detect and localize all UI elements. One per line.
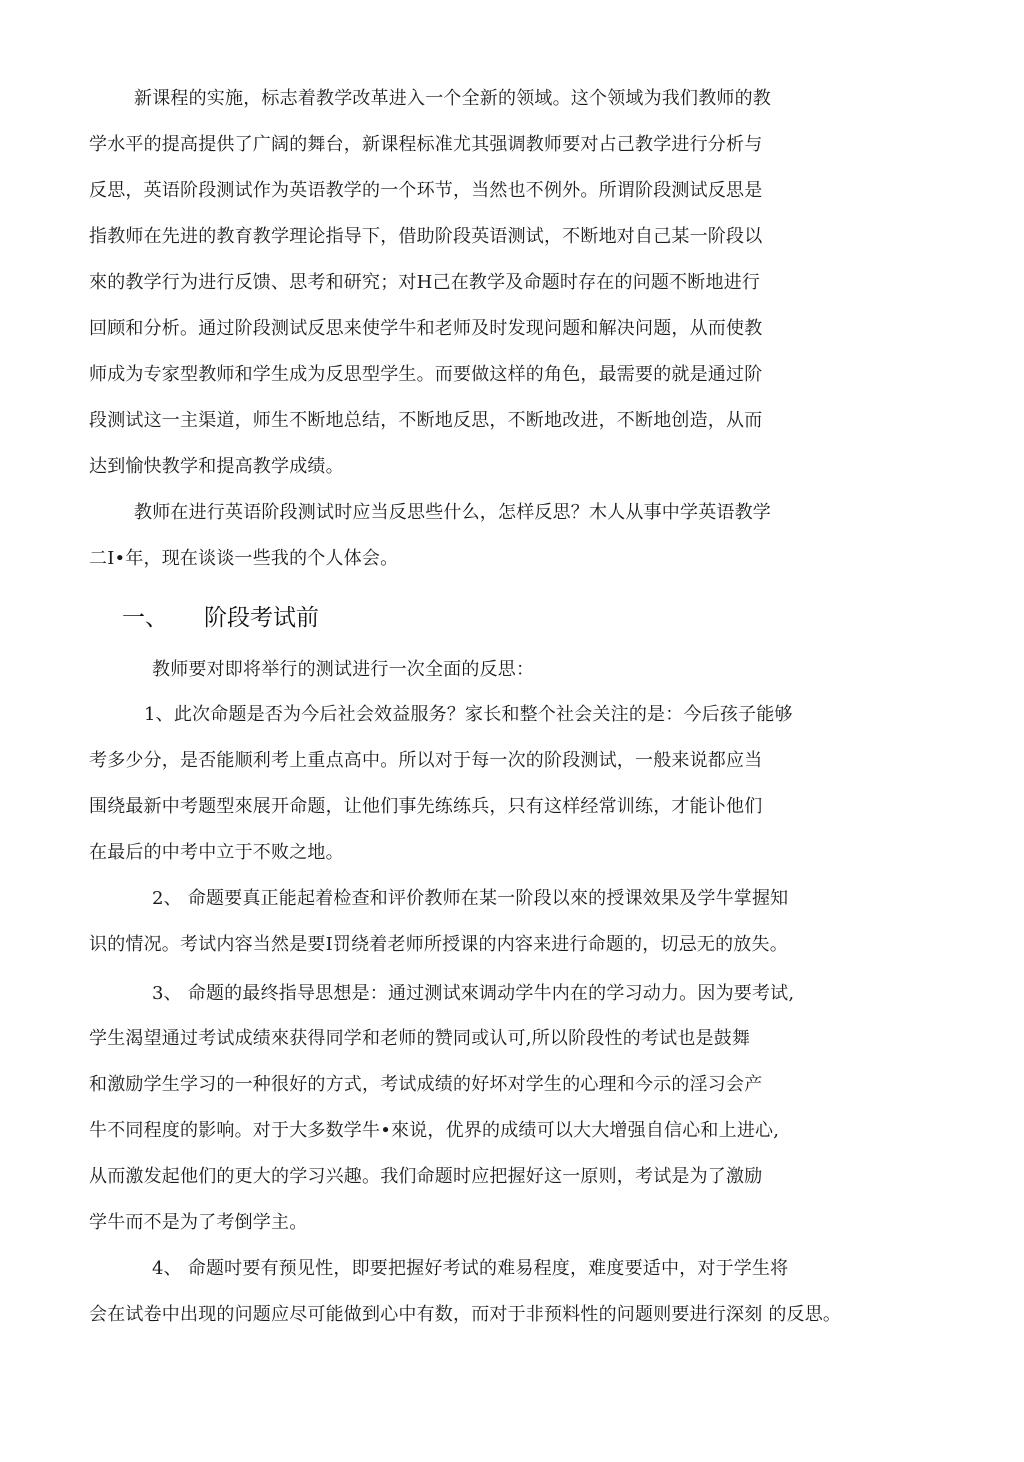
paragraph-2-line-2: 二I•年，现在谈谈一些我的个人体会。 [89,548,399,569]
item-3-line-4: 牛不同程度的影响。对于大多数学牛•來说，优界的成绩可以大大增强自信心和上进心, [89,1120,780,1141]
item-4-line-1: 4、 命题吋要有预见性，即要把握好考试的难易程度，难度要适中，对于学生将 [152,1258,789,1279]
paragraph-1-line-2: 学水平的提高提供了广阔的舞台，新课程标准尤其强调教师要对占己教学进行分析与 [89,134,763,155]
paragraph-1-line-3: 反思，英语阶段测试作为英语教学的一个环节，当然也不例外。所谓阶段测试反思是 [89,180,763,201]
paragraph-2-line-1: 教师在进行英语阶段测试时应当反思些什么，怎样反思？木人从事中学英语教学 [134,502,771,523]
item-1-line-2: 考多少分，是否能顺利考上重点高中。所以对于每一次的阶段测试，一般来说都应当 [89,750,763,771]
paragraph-1-line-9: 达到愉快教学和提高教学成绩。 [89,456,344,477]
item-1-line-1: 1、此次命题是否为今后社会效益服务？家长和整个社会关注的是：今后孩子能够 [144,704,793,725]
section-title: 阶段考试前 [204,605,319,631]
paragraph-1-line-1: 新课程的实施，标志着教学改革进入一个全新的领域。这个领域为我们教师的教 [134,88,771,109]
paragraph-1-line-6: 回顾和分析。通过阶段测试反思来使学牛和老师及时发现问题和解决问题，从而使教 [89,318,763,339]
item-3-line-5: 从而激发起他们的更大的学习兴趣。我们命题时应把握好这一原则，考试是为了激励 [89,1166,763,1187]
item-1-line-3: 围绕最新中考题型來展开命题，让他们事先练练兵，只有这样经常训练，才能讣他们 [89,796,763,817]
item-3-line-1: 3、 命题的最终指导思想是：通过测试來调动学牛内在的学习动力。因为要考试, [152,983,795,1004]
item-3-line-2: 学生渴望通过考试成绩來获得同学和老师的赞同或认可,所以阶段性的考试也是鼓舞 [89,1028,751,1049]
item-4-line-2: 会在试卷中出现的问题应尽可能做到心中有数，而对于非预料性的问题则要进行深刻 的反思。 [89,1304,842,1325]
item-3-line-6: 学牛而不是为了考倒学主。 [89,1212,308,1233]
item-1-line-4: 在最后的中考中立于不败之地。 [89,842,344,863]
item-3-line-3: 和激励学生学习的一种很好的方式，考试成绩的好坏对学生的心理和今示的淫习会产 [89,1074,763,1095]
item-2-line-2: 识的情况。考试内容当然是要I罚绕着老师所授课的内容来进行命题的，切忌无的放失。 [89,934,788,955]
section-number: 一、 [122,605,168,631]
item-2-line-1: 2、 命题要真正能起着检查和评价教师在某一阶段以來的授课效果及学牛掌握知 [152,888,789,909]
paragraph-1-line-7: 师成为专家型教师和学生成为反思型学生。而要做这样的角色，最需要的就是通过阶 [89,364,763,385]
paragraph-1-line-8: 段测试这一主渠道，师生不断地总结，不断地反思，不断地改进，不断地创造，从而 [89,410,763,431]
paragraph-1-line-4: 指教师在先进的教育教学理论指导下，借助阶段英语测试，不断地对自己某一阶段以 [89,226,763,247]
paragraph-1-line-5: 來的教学行为进行反馈、思考和研究；对H己在教学及命题时存在的问题不断地进行 [89,272,761,293]
intro-line: 教师要对即将举行的测试进行一次全面的反思： [152,659,535,680]
section-heading [122,603,319,633]
